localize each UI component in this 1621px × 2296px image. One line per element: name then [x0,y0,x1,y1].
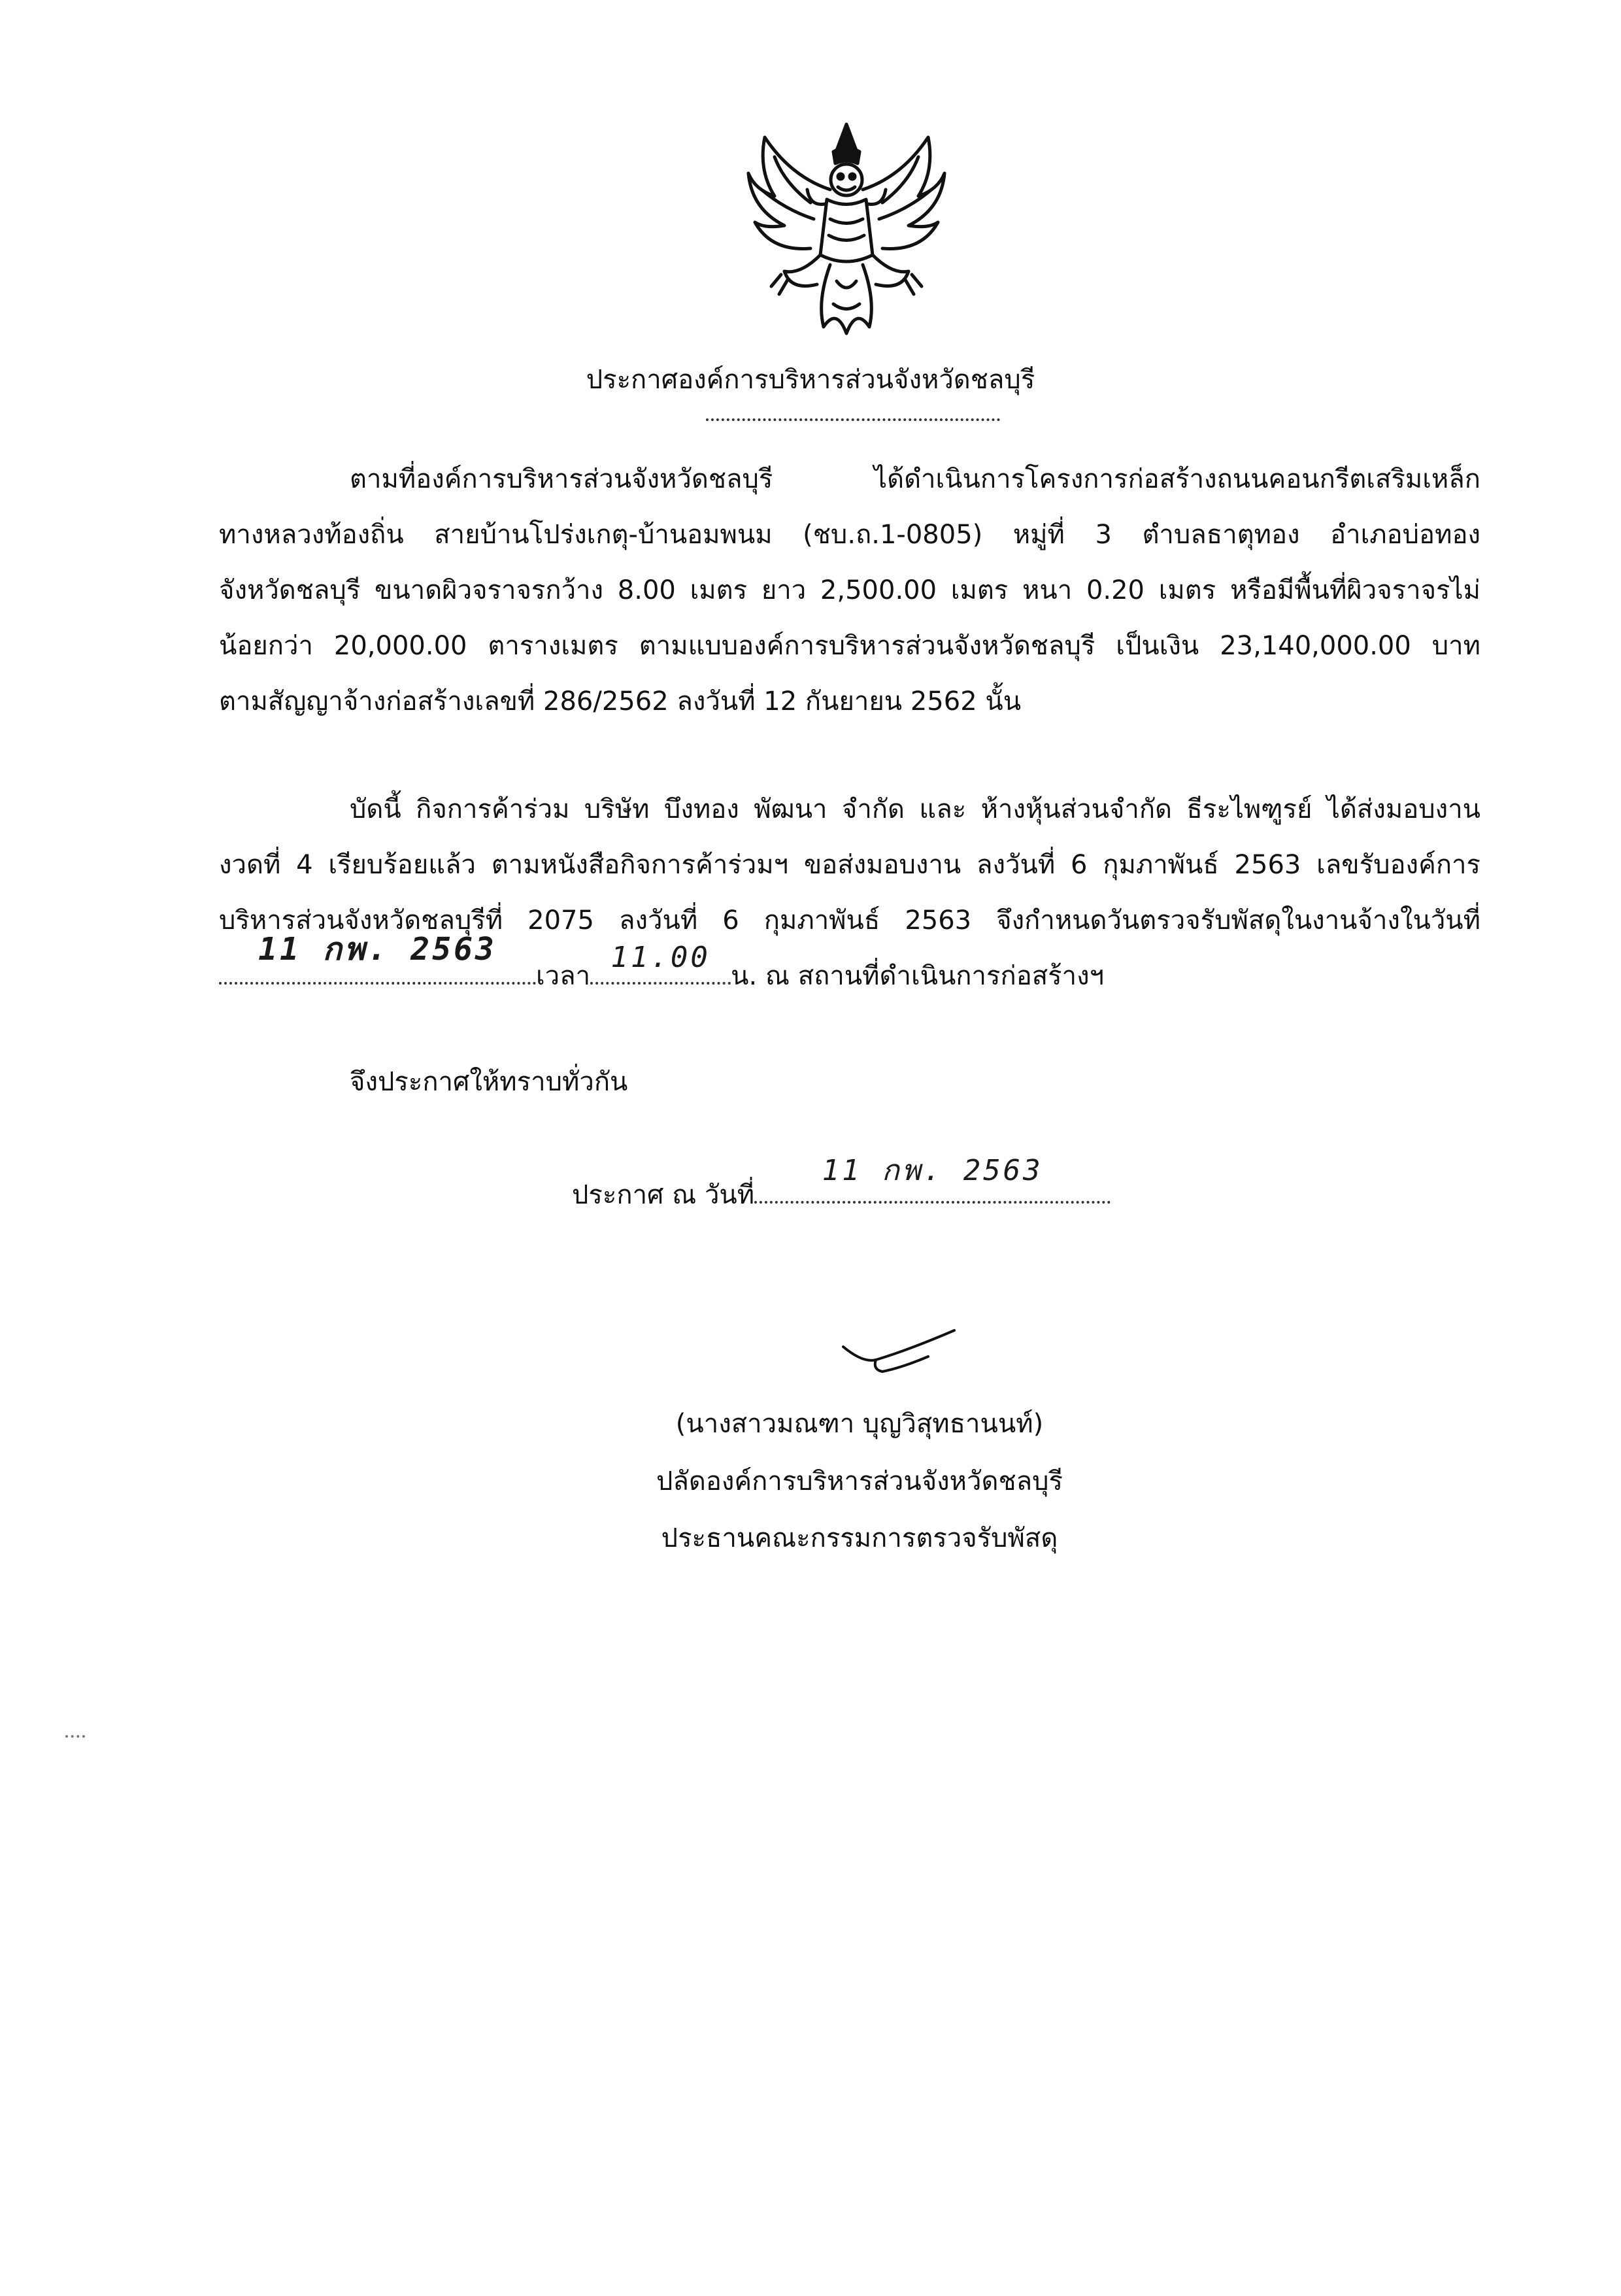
inspection-time-handwritten: 11.00 [610,941,710,974]
time-suffix: น. ณ สถานที่ดำเนินการก่อสร้างฯ [731,961,1105,991]
closing-text: จึงประกาศให้ทราบทั่วกัน [350,1067,628,1097]
paragraph-line: จังหวัดชลบุรี ขนาดผิวจราจรกว้าง 8.00 เมตร ยาว 2,500.00 เมตร หนา 0.20 เมตร หรือมีพื้นที่ผิวจราจรไม่ [219,575,1480,605]
paragraph-line: ทางหลวงท้องถิ่น สายบ้านโปร่งเกตุ-บ้านอมพนม (ชบ.ถ.1-0805) หมู่ที่ 3 ตำบลธาตุทอง อำเภอบ่อทอง [219,520,1480,550]
paragraph-line: บัดนี้ กิจการค้าร่วม บริษัท บึงทอง พัฒนา จำกัด และ ห้างหุ้นส่วนจำกัด ธีระไพฑูรย์ ได้ส่งมอบงาน [350,794,1480,824]
title-dotted-rule [706,412,1000,421]
inspection-date-field [219,931,536,985]
announce-date-field [754,1154,1111,1204]
paragraph-project [219,458,1480,732]
signer-position: ปลัดองค์การบริหารส่วนจังหวัดชลบุรี [656,1466,1063,1496]
scan-speck [65,1732,85,1738]
paragraph-line: น้อยกว่า 20,000.00 ตารางเมตร ตามแบบองค์การบริหารส่วนจังหวัดชลบุรี เป็นเงิน 23,140,000.00 บาท [219,631,1480,661]
inspection-date-handwritten: 11 กพ. 2563 [258,931,497,968]
paragraph-line: บริหารส่วนจังหวัดชลบุรีที่ 2075 ลงวันที่ 6 กุมภาพันธ์ 2563 จึงกำหนดวันตรวจรับพัสดุในงานจ้างในวันที่ [219,905,1480,936]
handwritten-signature-icon [837,1321,967,1379]
time-label: เวลา [536,961,591,991]
announcement-title: ประกาศองค์การบริหารส่วนจังหวัดชลบุรี [586,365,1035,395]
announce-date-handwritten: 11 กพ. 2563 [822,1154,1043,1187]
paragraph-delivery [219,788,1480,1023]
announce-date-label: ประกาศ ณ วันที่ [572,1180,755,1210]
signer-role: ประธานคณะกรรมการตรวจรับพัสดุ [661,1523,1058,1553]
paragraph-line: ตามที่องค์การบริหารส่วนจังหวัดชลบุรี ได้ดำเนินการโครงการก่อสร้างถนนคอนกรีตเสริมเหล็ก [350,464,1480,494]
signer-name: (นางสาวมณฑา บุญวิสุทธานนท์) [675,1409,1044,1439]
inspection-date-line [219,931,1480,996]
garuda-emblem-icon [739,111,954,360]
paragraph-line: งวดที่ 4 เรียบร้อยแล้ว ตามหนังสือกิจการค้าร่วมฯ ขอส่งมอบงาน ลงวันที่ 6 กุมภาพันธ์ 2563 เลขรับองค์การ [219,850,1480,880]
announce-date-line [572,1154,1111,1215]
inspection-time-field [590,941,731,985]
paragraph-line: ตามสัญญาจ้างก่อสร้างเลขที่ 286/2562 ลงวันที่ 12 กันยายน 2562 นั้น [219,686,1022,717]
